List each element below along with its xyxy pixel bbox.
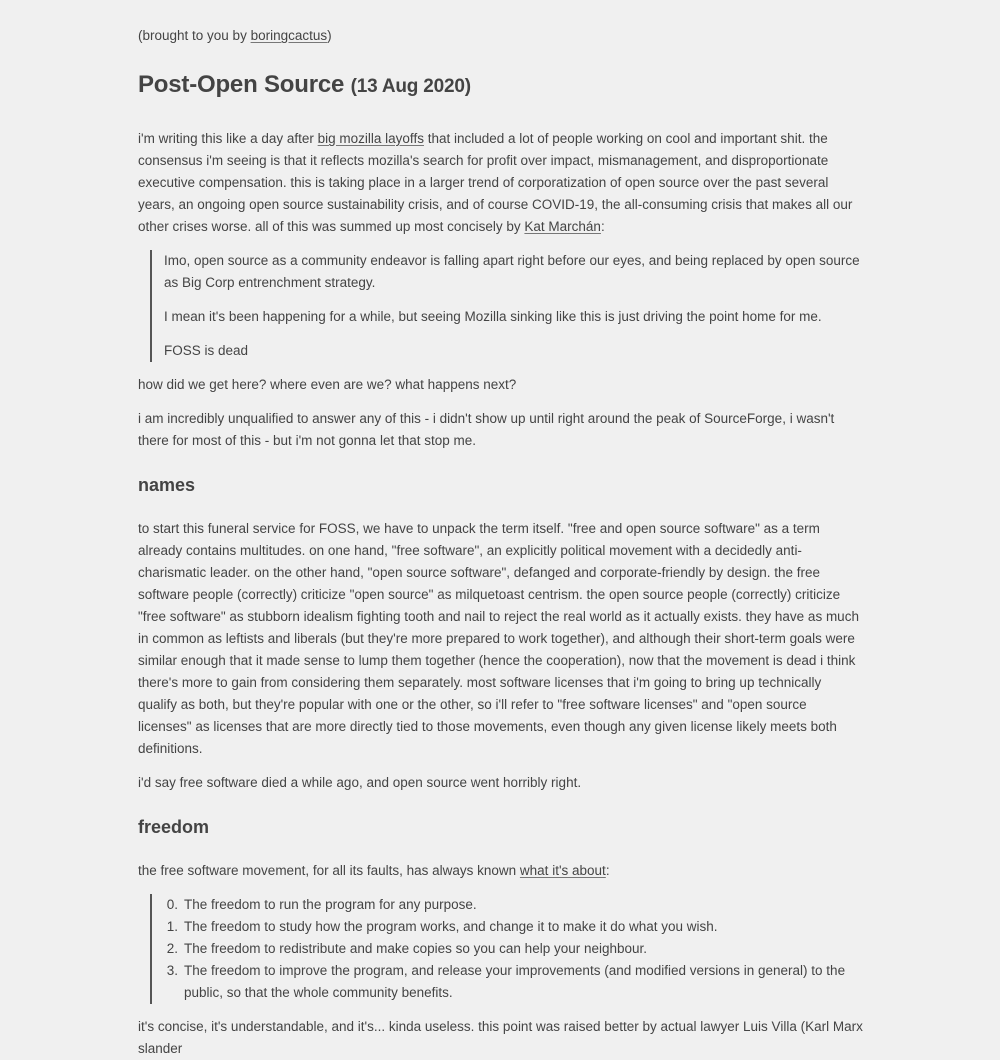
intro-text-1: i'm writing this like a day after: [138, 131, 318, 146]
list-item: [152, 916, 863, 938]
heading-names-wrap: [138, 472, 863, 498]
heading-names: names: [138, 475, 196, 495]
list-item: [152, 960, 863, 1004]
intro-text-2: that included a lot of people working on cool and important shit. the consensus i'm seeing is that it reflects mozilla's search for profit over impact, mismanagement, and disproportionate executive compensation. this is taking place in a larger trend of corporatization of open source over the past several years, an ongoing open source sustainability crisis, and of course COVID-19, the all-consuming crisis that makes all our other crises worse. all of this was summed up most concisely by: [138, 131, 853, 234]
list-number: 2.: [166, 941, 178, 956]
intro-paragraph: [138, 128, 863, 238]
paragraph-unqualified: i am incredibly unqualified to answer any of this - i didn't show up until right around the peak of SourceForge, i wasn't there for most of this - but i'm not gonna let that stop me.: [138, 411, 835, 448]
list-text: The freedom to study how the program works, and change it to make it do what you wish.: [184, 919, 718, 934]
title-main: Post-Open Source: [138, 71, 345, 98]
paragraph-how: how did we get here? where even are we? what happens next?: [138, 377, 517, 392]
paragraph-freedom-intro: [138, 860, 863, 882]
list-item: [152, 894, 863, 916]
title-date: (13 Aug 2020): [350, 76, 471, 97]
kat-marchan-link[interactable]: Kat Marchán: [524, 219, 601, 234]
paragraph-names-2: i'd say free software died a while ago, and open source went horribly right.: [138, 775, 582, 790]
byline: [138, 25, 863, 47]
freedom-intro-text: the free software movement, for all its faults, has always known: [138, 863, 520, 878]
blockquote-freedoms: [150, 894, 863, 1004]
byline-prefix: (brought to you by: [138, 28, 251, 43]
list-text: The freedom to run the program for any purpose.: [184, 897, 477, 912]
blockquote-kat: [150, 250, 863, 362]
list-number: 0.: [166, 897, 178, 912]
heading-freedom: freedom: [138, 817, 210, 837]
intro-text-3: :: [600, 219, 605, 234]
quote-paragraph: FOSS is dead: [164, 343, 249, 358]
paragraph-names-1: to start this funeral service for FOSS, we have to unpack the term itself. "free and open source software" as a term already contains multitudes. on one hand, "free software", an explicitly political movement with a decidedly anti-charismatic leader. on the other hand, "open source software", defanged and corporate-friendly by design. the free software people (correctly) criticize "open source" as milquetoast centrism. the open source people (correctly) criticize "free software" as stubborn idealism fighting tooth and nail to reject the real world as it actually exists. they have as much in common as leftists and liberals (but they're more prepared to work together), and although their short-term goals were similar enough that it made sense to lump them together (hence the cooperation), now that the movement is dead i think there's more to gain from considering them separately. most software licenses that i'm going to bring up technically qualify as both, but they're popular with one or the other, so i'll refer to "free software licenses" and "open source licenses" as licenses that are more directly tied to those movements, even though any given license likely meets both definitions.: [138, 521, 859, 756]
quote-paragraph: I mean it's been happening for a while, but seeing Mozilla sinking like this is just driving the point home for me.: [164, 309, 822, 324]
page-title: [138, 69, 863, 103]
freedoms-list: [152, 894, 863, 1004]
paragraph-concise: it's concise, it's understandable, and it's... kinda useless. this point was raised better by actual lawyer Luis Villa (Karl Marx slander: [138, 1019, 863, 1056]
mozilla-layoffs-link[interactable]: big mozilla layoffs: [317, 131, 424, 146]
list-number: 3.: [166, 963, 178, 978]
list-text: The freedom to redistribute and make copies so you can help your neighbour.: [184, 941, 648, 956]
article: [138, 0, 863, 1060]
quote-paragraph: Imo, open source as a community endeavor is falling apart right before our eyes, and being replaced by open source as Big Corp entrenchment strategy.: [164, 253, 860, 290]
list-number: 1.: [166, 919, 178, 934]
list-item: [152, 938, 863, 960]
byline-suffix: ): [327, 28, 332, 43]
heading-freedom-wrap: [138, 814, 863, 840]
list-text: The freedom to improve the program, and release your improvements (and modified versions in general) to the public, so that the whole community benefits.: [184, 963, 846, 1000]
what-its-about-link[interactable]: what it's about: [519, 863, 606, 878]
author-link[interactable]: boringcactus: [250, 28, 328, 43]
freedom-intro-end: :: [605, 863, 610, 878]
